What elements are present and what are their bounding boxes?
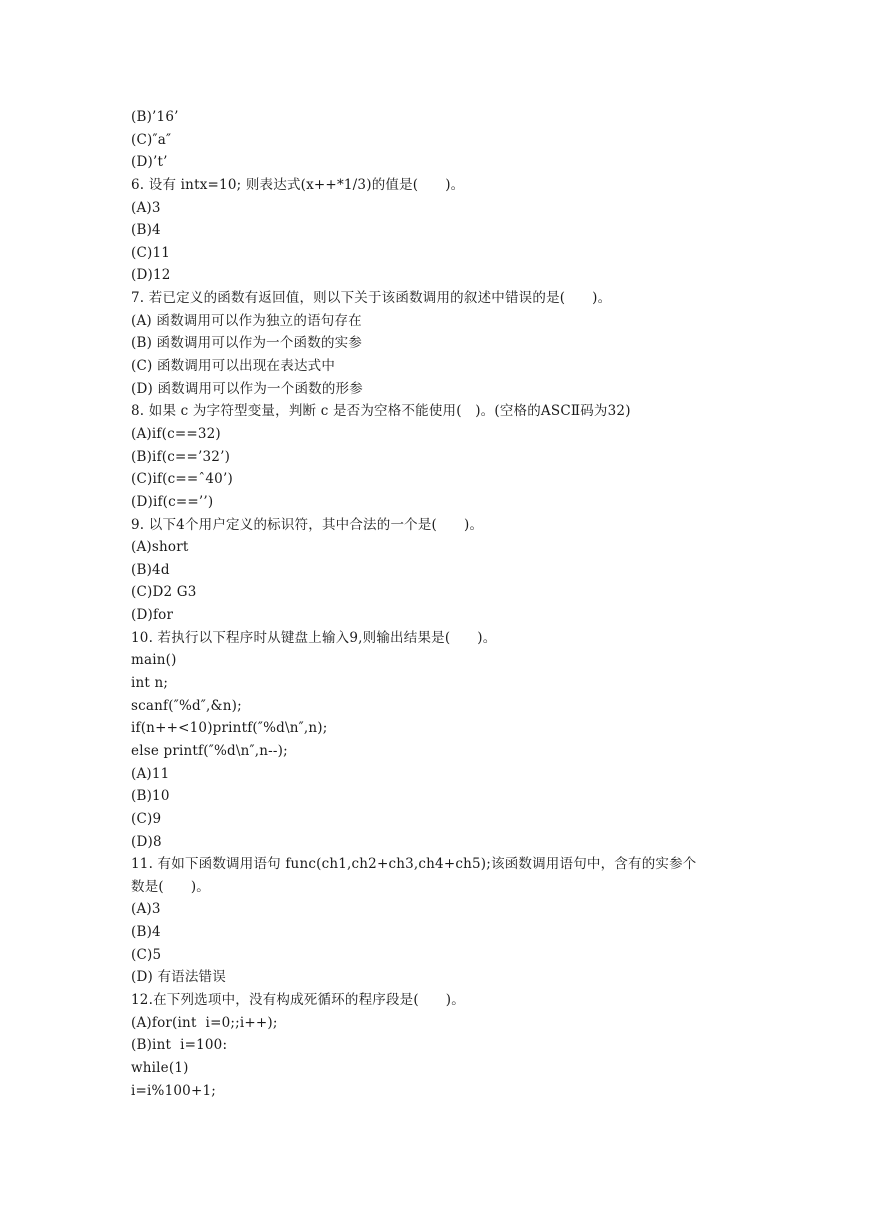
document-body <box>131 106 771 1102</box>
code-line: i=i%100+1; <box>131 1082 216 1099</box>
question-stem: 12.在下列选项中，没有构成死循环的程序段是( )。 <box>131 991 465 1008</box>
answer-option: (A)3 <box>131 199 161 216</box>
answer-option: (B)10 <box>131 788 170 805</box>
code-line: int n; <box>131 675 169 692</box>
question-stem: 11. 有如下函数调用语句 func(ch1,ch2+ch3,ch4+ch5);该函数调用语句中，含有的实参个 <box>131 856 697 873</box>
answer-option: (A)for(int i=0;;i++); <box>131 1014 278 1031</box>
answer-option: (C) 函数调用可以出现在表达式中 <box>131 358 336 375</box>
answer-option: (B)4 <box>131 924 161 941</box>
answer-option: (B)4 <box>131 222 161 239</box>
answer-option: (C)″a″ <box>131 131 172 148</box>
answer-option: (B)int i=100: <box>131 1037 228 1054</box>
answer-option: (B)if(c==’32’) <box>131 448 231 465</box>
answer-option: (A)3 <box>131 901 161 918</box>
code-line: else printf(″%d\n″,n--); <box>131 742 288 759</box>
answer-option: (A)if(c==32) <box>131 425 221 442</box>
answer-option: (D)8 <box>131 833 162 850</box>
question-stem: 6. 设有 intx=10; 则表达式(x++*1/3)的值是( )。 <box>131 176 465 193</box>
answer-option: (A)11 <box>131 765 170 782</box>
answer-option: (D) 函数调用可以作为一个函数的形参 <box>131 380 363 397</box>
answer-option: (D)12 <box>131 267 171 284</box>
code-line: scanf(″%d″,&n); <box>131 697 242 714</box>
question-stem: 8. 如果 c 为字符型变量，判断 c 是否为空格不能使用( )。(空格的ASCⅡ码为32) <box>131 403 631 420</box>
answer-option: (B)’16’ <box>131 109 179 125</box>
answer-option: (C)11 <box>131 244 171 261</box>
answer-option: (C)if(c==ˆ40’) <box>131 471 233 488</box>
answer-option: (B) 函数调用可以作为一个函数的实参 <box>131 335 363 352</box>
code-line: main() <box>131 652 177 669</box>
answer-option: (C)D2 G3 <box>131 584 197 601</box>
answer-option: (C)9 <box>131 810 162 827</box>
code-line: if(n++<10)printf(″%d\n″,n); <box>131 720 328 737</box>
question-stem: 9. 以下4个用户定义的标识符，其中合法的一个是( )。 <box>131 516 484 533</box>
code-line: while(1) <box>131 1059 189 1076</box>
answer-option: (D)’t’ <box>131 154 168 171</box>
question-stem: 10. 若执行以下程序时从键盘上输入9,则输出结果是( )。 <box>131 629 497 646</box>
answer-option: (D) 有语法错误 <box>131 969 226 986</box>
question-stem: 7. 若已定义的函数有返回值，则以下关于该函数调用的叙述中错误的是( )。 <box>131 290 612 307</box>
answer-option: (B)4d <box>131 561 170 578</box>
answer-option: (C)5 <box>131 946 162 963</box>
answer-option: (D)for <box>131 607 174 624</box>
answer-option: (A)short <box>131 539 189 556</box>
question-stem-continuation: 数是( )。 <box>131 878 210 895</box>
answer-option: (A) 函数调用可以作为独立的语句存在 <box>131 312 362 329</box>
answer-option: (D)if(c==’’) <box>131 493 214 510</box>
